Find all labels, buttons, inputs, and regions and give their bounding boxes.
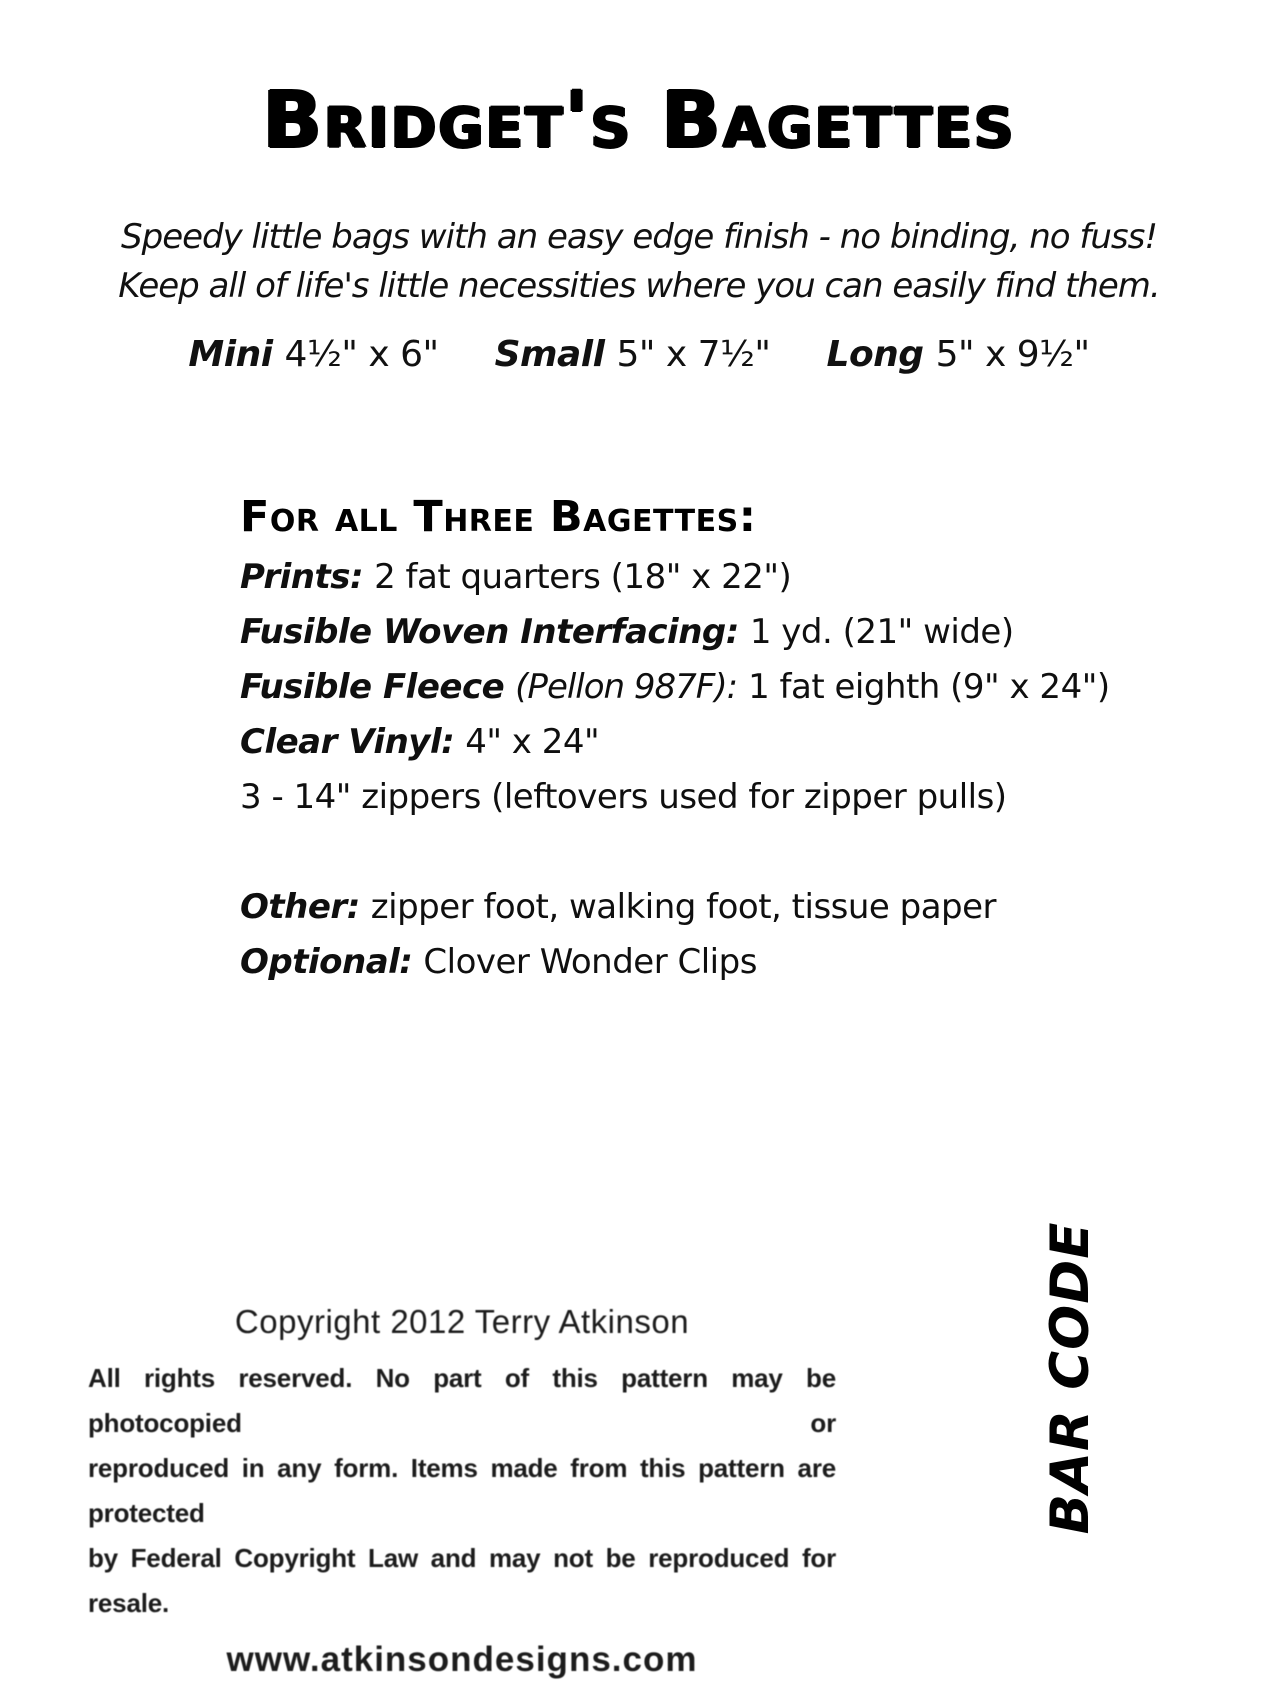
material-note: (Pellon 987F): [515,667,738,707]
material-value: 1 yd. (21" wide) [749,612,1014,652]
material-label: Fusible Fleece [240,667,505,707]
size-label-small: Small [494,334,605,375]
material-label: Clear Vinyl: [240,722,455,762]
material-value: 4" x 24" [465,722,600,762]
size-dims-mini: 4½" x 6" [284,334,439,375]
size-specs [0,334,1278,375]
size-label-long: Long [826,334,924,375]
size-spec-mini [188,334,438,375]
size-spec-small [495,334,771,375]
material-item-fleece [240,660,1110,715]
material-label: Prints: [240,557,364,597]
size-dims-long: 5" x 9½" [935,334,1090,375]
material-label: Optional: [240,942,413,982]
material-item-interfacing [240,605,1110,660]
page-title: Bridget's Bagettes [262,76,1016,166]
tagline-line-1: Speedy little bags with an easy edge finish - no binding, no fuss! [121,217,1157,257]
tagline-line-2: Keep all of life's little necessities where you can easily find them. [118,266,1160,306]
size-label-mini: Mini [188,334,273,375]
material-value: 3 - 14" zippers (leftovers used for zipper pulls) [240,777,1007,817]
tagline [0,213,1278,311]
material-item-zippers [240,770,1110,825]
fine-print-line-3: by Federal Copyright Law and may not be reproduced for resale. [88,1543,836,1618]
material-item-other [240,880,1110,935]
materials-list [240,488,1110,990]
barcode-placeholder-label: BAR CODE [1039,1221,1101,1535]
size-dims-small: 5" x 7½" [616,334,771,375]
copyright-line: Copyright 2012 Terry Atkinson [234,1303,690,1340]
material-label: Other: [240,887,360,927]
material-label: Fusible Woven Interfacing: [240,612,739,652]
spacer [240,825,1110,880]
copyright-block [88,1303,836,1680]
fine-print-line-1: All rights reserved. No part of this pattern may be photocopied or [88,1363,836,1438]
fine-print-line-2: reproduced in any form. Items made from this pattern are protected [88,1453,836,1528]
material-value: Clover Wonder Clips [423,942,757,982]
size-spec-long [827,334,1090,375]
material-item-vinyl [240,715,1110,770]
website-url: www.atkinsondesigns.com [226,1640,698,1679]
material-item-prints [240,550,1110,605]
material-item-optional [240,935,1110,990]
material-value: 1 fat eighth (9" x 24") [748,667,1110,707]
material-value: zipper foot, walking foot, tissue paper [370,887,997,927]
materials-heading: For all Three Bagettes: [240,492,757,542]
material-value: 2 fat quarters (18" x 22") [374,557,792,597]
